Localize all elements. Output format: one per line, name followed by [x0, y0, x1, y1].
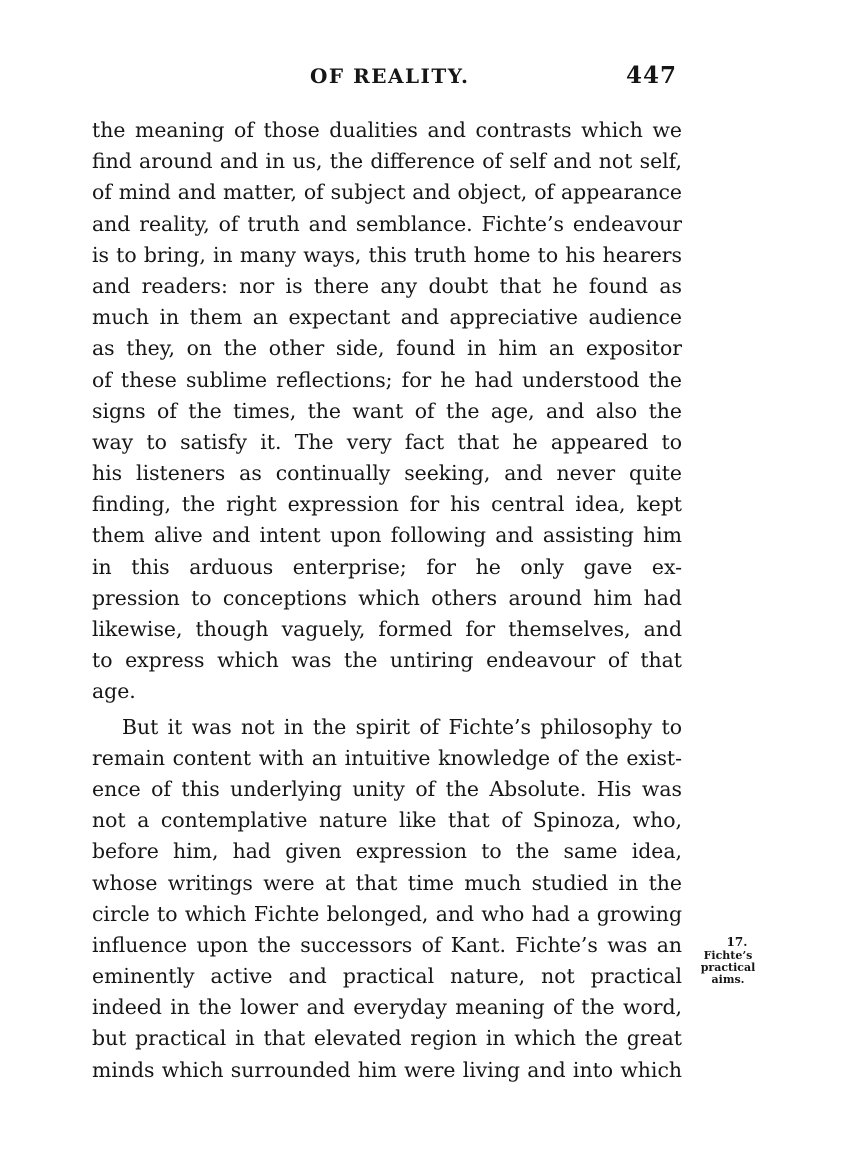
text-line: the meaning of those dualities and contrasts which we	[92, 118, 682, 142]
text-line: in this arduous enterprise; for he only gave ex-	[92, 554, 682, 579]
paragraph-2	[92, 712, 682, 1086]
text-line: likewise, though vaguely, formed for themselves, and	[92, 617, 682, 641]
text-line: of mind and matter, of subject and object, of appearance	[92, 180, 682, 205]
paragraph-1	[92, 115, 682, 708]
text-line: to express which was the untiring endeavour of that	[92, 648, 682, 673]
margin-note-line: Fichte’s	[703, 949, 753, 962]
text-line: way to satisfy it. The very fact that he appeared to	[92, 429, 682, 454]
text-line: age.	[92, 679, 136, 704]
text-line: indeed in the lower and everyday meaning of the word,	[92, 995, 682, 1020]
text-line: remain content with an intuitive knowledge of the exist-	[92, 745, 682, 770]
text-line: But it was not in the spirit of Fichte’s philosophy to	[122, 714, 682, 739]
body-text	[92, 115, 682, 1086]
text-line: and readers: nor is there any doubt that he found as	[92, 273, 682, 298]
text-line: pression to conceptions which others around him had	[92, 585, 682, 610]
text-line: but practical in that elevated region in which the great	[92, 1026, 682, 1051]
text-line: find around and in us, the difference of self and not self,	[92, 149, 682, 174]
text-line: ence of this underlying unity of the Absolute. His was	[92, 776, 682, 801]
text-line: not a contemplative nature like that of Spinoza, who,	[92, 808, 682, 833]
margin-note-line: aims.	[711, 973, 745, 986]
text-line: whose writings were at that time much studied in the	[92, 870, 682, 895]
text-line: finding, the right expression for his central idea, kept	[92, 492, 682, 517]
text-line: his listeners as continually seeking, and never quite	[92, 461, 682, 486]
text-line: signs of the times, the want of the age, and also the	[92, 398, 682, 423]
text-line: and reality, of truth and semblance. Fichte’s endeavour	[92, 211, 682, 236]
text-line: minds which surrounded him were living and into which	[92, 1057, 682, 1082]
text-line: as they, on the other side, found in him an expositor	[92, 336, 682, 361]
margin-note-line: practical	[700, 961, 756, 974]
text-line: is to bring, in many ways, this truth home to his hearers	[92, 242, 682, 267]
text-line: of these sublime reflections; for he had understood the	[92, 367, 682, 392]
text-line: before him, had given expression to the same idea,	[92, 839, 682, 864]
page-number: 447	[626, 62, 678, 89]
text-line: influence upon the successors of Kant. Fichte’s was an	[92, 932, 682, 957]
margin-note-number: 17.	[726, 935, 748, 949]
text-line: circle to which Fichte belonged, and who had a growing	[92, 901, 682, 926]
text-line: them alive and intent upon following and assisting him	[92, 523, 682, 548]
page-title: OF REALITY.	[310, 64, 470, 88]
text-line: much in them an expectant and appreciative audience	[92, 305, 682, 330]
text-line: eminently active and practical nature, not practical	[92, 964, 682, 989]
margin-note	[680, 936, 776, 986]
running-head	[0, 62, 850, 92]
